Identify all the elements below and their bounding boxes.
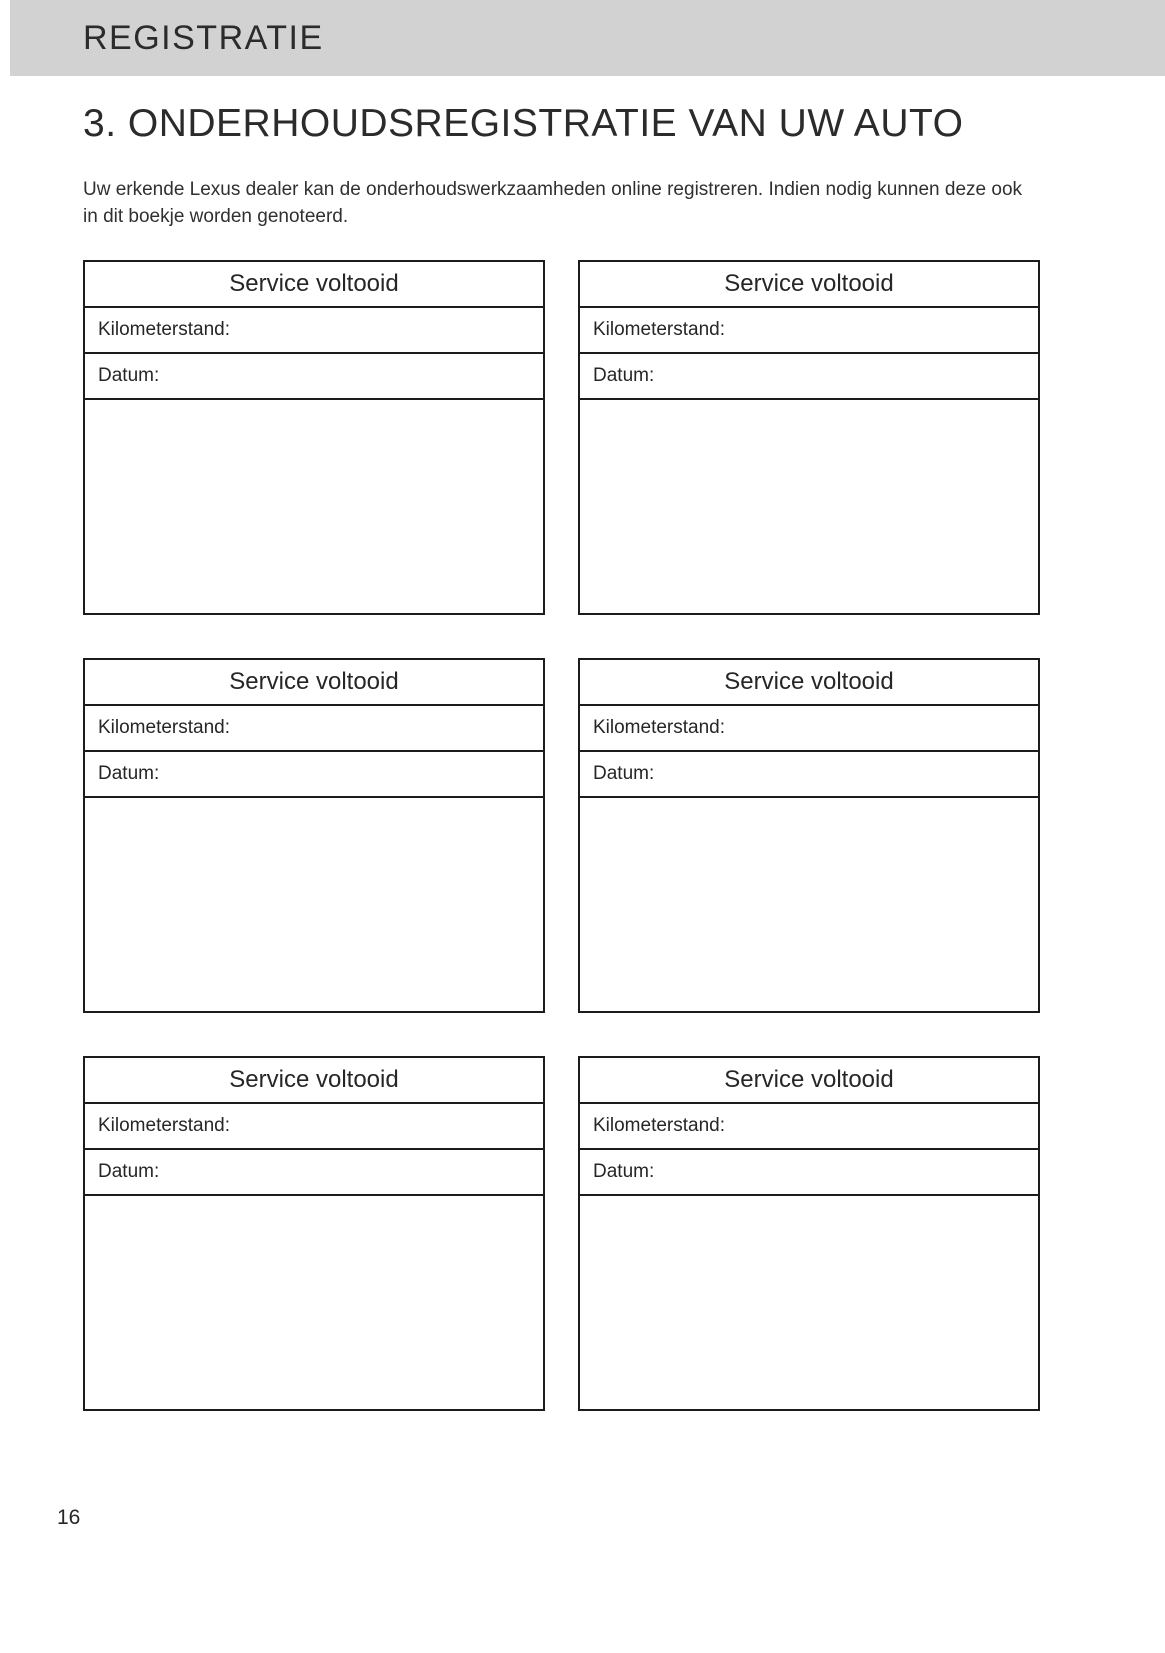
service-box-notes-area <box>580 400 1038 613</box>
service-box <box>578 260 1040 615</box>
service-box-title: Service voltooid <box>85 1058 543 1104</box>
page-header-title: REGISTRATIE <box>83 18 324 57</box>
odometer-field <box>85 706 543 752</box>
service-box-title: Service voltooid <box>85 660 543 706</box>
service-box-grid <box>83 260 1040 1411</box>
service-box <box>83 1056 545 1411</box>
odometer-field <box>580 706 1038 752</box>
odometer-field <box>580 1104 1038 1150</box>
service-box-notes-area <box>85 1196 543 1409</box>
date-field <box>85 354 543 400</box>
date-label: Datum: <box>98 365 160 386</box>
odometer-label: Kilometerstand: <box>98 1115 231 1136</box>
odometer-label: Kilometerstand: <box>593 717 726 738</box>
service-box-title: Service voltooid <box>580 660 1038 706</box>
date-field <box>580 354 1038 400</box>
page-number: 16 <box>57 1506 81 1529</box>
odometer-field <box>85 1104 543 1150</box>
odometer-field <box>580 308 1038 354</box>
odometer-label: Kilometerstand: <box>98 717 231 738</box>
service-box-title: Service voltooid <box>580 262 1038 308</box>
date-field <box>580 1150 1038 1196</box>
service-box <box>578 658 1040 1013</box>
service-box <box>83 658 545 1013</box>
service-box-notes-area <box>85 798 543 1011</box>
date-field <box>85 1150 543 1196</box>
service-box <box>83 260 545 615</box>
odometer-label: Kilometerstand: <box>593 319 726 340</box>
date-field <box>580 752 1038 798</box>
odometer-field <box>85 308 543 354</box>
date-label: Datum: <box>593 763 655 784</box>
odometer-label: Kilometerstand: <box>98 319 231 340</box>
service-box-notes-area <box>580 798 1038 1011</box>
date-label: Datum: <box>98 763 160 784</box>
odometer-label: Kilometerstand: <box>593 1115 726 1136</box>
intro-paragraph: Uw erkende Lexus dealer kan de onderhoudswerkzaamheden online registreren. Indien nodig kunnen deze ook in dit boekje worden genoteerd. <box>83 179 1023 227</box>
page-header-bar <box>10 0 1165 76</box>
service-box <box>578 1056 1040 1411</box>
service-box-title: Service voltooid <box>85 262 543 308</box>
service-box-notes-area <box>85 400 543 613</box>
date-label: Datum: <box>98 1161 160 1182</box>
section-title: 3. ONDERHOUDSREGISTRATIE VAN UW AUTO <box>83 102 964 145</box>
date-field <box>85 752 543 798</box>
date-label: Datum: <box>593 1161 655 1182</box>
date-label: Datum: <box>593 365 655 386</box>
service-box-notes-area <box>580 1196 1038 1409</box>
service-box-title: Service voltooid <box>580 1058 1038 1104</box>
